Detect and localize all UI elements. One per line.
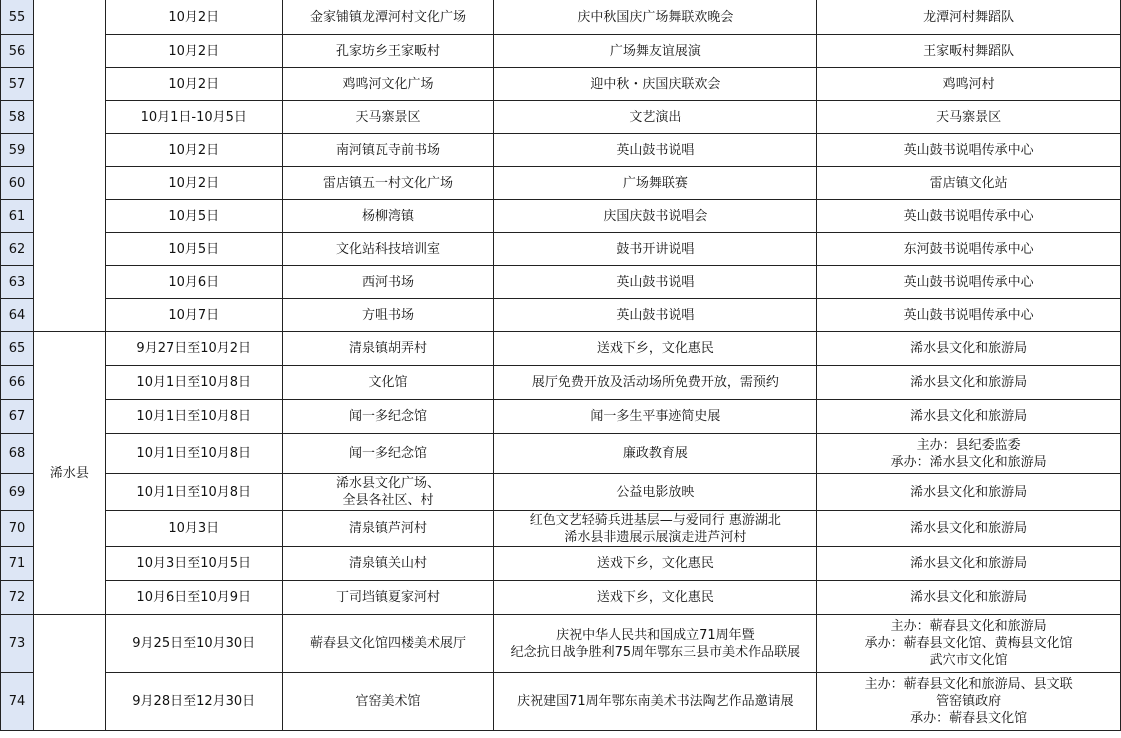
event-cell-line: 英山鼓书说唱 — [616, 142, 695, 158]
organizer-cell-line: 浠水县文化和旅游局 — [910, 375, 1028, 390]
organizer-cell-line: 浠水县文化和旅游局 — [910, 590, 1028, 605]
venue-cell[interactable] — [282, 0, 494, 35]
organizer-cell[interactable] — [817, 434, 1121, 474]
organizer-cell[interactable] — [817, 134, 1121, 167]
event-cell[interactable] — [494, 474, 817, 511]
venue-cell-line: 全县各社区、村 — [342, 493, 434, 508]
event-cell-line: 文艺演出 — [629, 109, 682, 125]
venue-cell-line: 文化馆 — [368, 375, 408, 390]
venue-cell[interactable] — [282, 299, 494, 332]
organizer-cell-line: 承办：蕲春县文化馆、黄梅县文化馆 — [864, 636, 1073, 651]
event-cell-line: 广场舞友谊展演 — [609, 43, 701, 59]
table-row — [1, 332, 1121, 366]
organizer-cell[interactable] — [817, 474, 1121, 511]
venue-cell[interactable] — [282, 167, 494, 200]
table-row — [1, 0, 1121, 35]
venue-cell[interactable] — [282, 101, 494, 134]
organizer-cell[interactable] — [817, 167, 1121, 200]
date-cell[interactable]: 10月3日至10月5日 — [105, 547, 282, 581]
organizer-cell-line: 承办：蕲春县文化馆 — [910, 711, 1028, 726]
organizer-cell-line: 雷店镇文化站 — [929, 175, 1008, 191]
venue-cell-line: 清泉镇胡弄村 — [349, 341, 428, 356]
organizer-cell[interactable] — [817, 200, 1121, 233]
organizer-cell-line: 龙潭河村舞蹈队 — [923, 9, 1015, 25]
venue-cell[interactable] — [282, 615, 494, 673]
date-cell[interactable]: 10月3日 — [105, 511, 282, 547]
table-row — [1, 673, 1121, 731]
table-row — [1, 233, 1121, 266]
event-cell[interactable] — [494, 366, 817, 400]
row-number-cell[interactable]: 57 — [1, 68, 34, 101]
organizer-cell[interactable] — [817, 400, 1121, 434]
row-number-cell[interactable]: 67 — [1, 400, 34, 434]
table-row — [1, 299, 1121, 332]
row-number-cell[interactable]: 72 — [1, 581, 34, 615]
venue-cell-line: 闻一多纪念馆 — [349, 446, 428, 461]
venue-cell-line: 孔家坊乡王家畈村 — [336, 43, 441, 59]
organizer-cell-line: 主办：蕲春县文化和旅游局、县文联 — [864, 677, 1073, 692]
county-cell-qichun[interactable] — [33, 615, 105, 731]
organizer-cell-line: 管窑镇政府 — [936, 694, 1002, 709]
organizer-cell[interactable] — [817, 233, 1121, 266]
table-row — [1, 434, 1121, 474]
venue-cell[interactable] — [282, 547, 494, 581]
event-cell[interactable] — [494, 581, 817, 615]
organizer-cell-line: 东河鼓书说唱传承中心 — [903, 241, 1034, 257]
event-cell[interactable] — [494, 167, 817, 200]
row-number-cell[interactable]: 66 — [1, 366, 34, 400]
county-cell-xishui[interactable]: 浠水县 — [33, 332, 105, 615]
event-cell-line: 纪念抗日战争胜利75周年鄂东三县市美术作品联展 — [510, 644, 801, 660]
venue-cell-line: 浠水县文化广场、 — [336, 476, 441, 491]
event-cell-line: 庆祝中华人民共和国成立71周年暨 — [556, 627, 755, 643]
venue-cell[interactable] — [282, 366, 494, 400]
event-cell[interactable] — [494, 200, 817, 233]
venue-cell-line: 文化站科技培训室 — [336, 241, 441, 257]
row-number-cell[interactable]: 64 — [1, 299, 34, 332]
event-cell-line: 闻一多生平事迹简史展 — [590, 409, 721, 424]
event-cell-line: 迎中秋・庆国庆联欢会 — [590, 76, 721, 92]
date-cell[interactable]: 10月5日 — [105, 233, 282, 266]
event-cell[interactable] — [494, 233, 817, 266]
venue-cell-line: 杨柳湾镇 — [362, 208, 415, 224]
venue-cell[interactable] — [282, 332, 494, 366]
organizer-cell[interactable] — [817, 581, 1121, 615]
venue-cell[interactable] — [282, 134, 494, 167]
date-cell[interactable]: 10月1日至10月8日 — [105, 366, 282, 400]
date-cell[interactable]: 10月1日-10月5日 — [105, 101, 282, 134]
table-row — [1, 400, 1121, 434]
event-cell[interactable] — [494, 332, 817, 366]
event-cell[interactable] — [494, 511, 817, 547]
row-number-cell[interactable]: 59 — [1, 134, 34, 167]
venue-cell[interactable] — [282, 474, 494, 511]
organizer-cell-line: 英山鼓书说唱传承中心 — [903, 208, 1034, 224]
table-row — [1, 511, 1121, 547]
organizer-cell-line: 天马寨景区 — [936, 109, 1002, 125]
event-cell[interactable] — [494, 547, 817, 581]
venue-cell[interactable] — [282, 200, 494, 233]
table-row — [1, 474, 1121, 511]
event-cell-line: 廉政教育展 — [622, 446, 688, 461]
date-cell[interactable]: 10月5日 — [105, 200, 282, 233]
organizer-cell-line: 浠水县文化和旅游局 — [910, 409, 1028, 424]
organizer-cell[interactable] — [817, 299, 1121, 332]
venue-cell[interactable] — [282, 400, 494, 434]
table-row — [1, 68, 1121, 101]
organizer-cell-line: 浠水县文化和旅游局 — [910, 341, 1028, 356]
date-cell[interactable]: 10月2日 — [105, 134, 282, 167]
row-number-cell[interactable]: 55 — [1, 0, 34, 35]
organizer-cell-line: 英山鼓书说唱传承中心 — [903, 142, 1034, 158]
date-cell[interactable]: 10月6日 — [105, 266, 282, 299]
venue-cell[interactable] — [282, 68, 494, 101]
organizer-cell[interactable] — [817, 511, 1121, 547]
organizer-cell-line: 主办：蕲春县文化和旅游局 — [890, 619, 1047, 634]
row-number-cell[interactable]: 60 — [1, 167, 34, 200]
venue-cell-line: 雷店镇五一村文化广场 — [323, 175, 454, 191]
organizer-cell[interactable] — [817, 366, 1121, 400]
date-cell[interactable]: 10月6日至10月9日 — [105, 581, 282, 615]
event-cell-line: 鼓书开讲说唱 — [616, 241, 695, 257]
organizer-cell-line: 承办：浠水县文化和旅游局 — [890, 454, 1047, 470]
event-cell[interactable] — [494, 400, 817, 434]
date-cell[interactable]: 10月7日 — [105, 299, 282, 332]
organizer-cell[interactable] — [817, 68, 1121, 101]
date-cell[interactable]: 10月2日 — [105, 0, 282, 35]
venue-cell[interactable] — [282, 434, 494, 474]
organizer-cell-line: 武穴市文化馆 — [929, 653, 1008, 668]
table-row — [1, 266, 1121, 299]
table-row — [1, 167, 1121, 200]
event-cell-line: 庆祝建国71周年鄂东南美术书法陶艺作品邀请展 — [517, 694, 794, 709]
row-number-cell[interactable]: 71 — [1, 547, 34, 581]
table-row — [1, 547, 1121, 581]
event-cell-line: 红色文艺轻骑兵进基层—与爱同行 惠游湖北 — [529, 512, 781, 528]
organizer-cell-line: 浠水县文化和旅游局 — [910, 521, 1028, 536]
row-number-cell[interactable]: 61 — [1, 200, 34, 233]
organizer-cell-line: 浠水县文化和旅游局 — [910, 556, 1028, 571]
event-cell-line: 送戏下乡，文化惠民 — [596, 556, 714, 571]
date-cell[interactable]: 10月2日 — [105, 68, 282, 101]
table-row — [1, 581, 1121, 615]
county-cell-yingshan[interactable] — [33, 0, 105, 332]
organizer-cell-line: 王家畈村舞蹈队 — [923, 43, 1015, 59]
row-number-cell[interactable]: 62 — [1, 233, 34, 266]
organizer-cell-line: 英山鼓书说唱传承中心 — [903, 307, 1034, 323]
event-cell[interactable] — [494, 0, 817, 35]
venue-cell-line: 金家铺镇龙潭河村文化广场 — [310, 9, 467, 25]
organizer-cell[interactable] — [817, 673, 1121, 731]
row-number-cell[interactable]: 74 — [1, 673, 34, 731]
venue-cell-line: 官窑美术馆 — [355, 694, 421, 709]
date-cell[interactable]: 10月1日至10月8日 — [105, 474, 282, 511]
table-row — [1, 615, 1121, 673]
event-cell[interactable] — [494, 299, 817, 332]
event-cell[interactable] — [494, 673, 817, 731]
event-cell[interactable] — [494, 35, 817, 68]
venue-cell-line: 方咀书场 — [362, 307, 415, 323]
organizer-cell[interactable] — [817, 615, 1121, 673]
organizer-cell[interactable] — [817, 35, 1121, 68]
venue-cell[interactable] — [282, 581, 494, 615]
event-cell[interactable] — [494, 615, 817, 673]
organizer-cell-line: 浠水县文化和旅游局 — [910, 484, 1028, 500]
event-cell-line: 浠水县非遗展示展演走进芦河村 — [564, 529, 747, 545]
event-cell-line: 送戏下乡，文化惠民 — [596, 590, 714, 605]
venue-cell-line: 天马寨景区 — [355, 109, 421, 125]
venue-cell-line: 南河镇瓦寺前书场 — [336, 142, 441, 158]
event-cell-line: 广场舞联赛 — [622, 175, 688, 191]
event-cell[interactable] — [494, 68, 817, 101]
organizer-cell[interactable] — [817, 101, 1121, 134]
date-cell[interactable]: 9月25日至10月30日 — [105, 615, 282, 673]
event-cell-line: 展厅免费开放及活动场所免费开放，需预约 — [531, 375, 779, 390]
row-number-cell[interactable]: 63 — [1, 266, 34, 299]
organizer-cell[interactable] — [817, 547, 1121, 581]
row-number-cell[interactable]: 58 — [1, 101, 34, 134]
row-number-cell[interactable]: 70 — [1, 511, 34, 547]
date-cell[interactable]: 10月1日至10月8日 — [105, 400, 282, 434]
venue-cell-line: 丁司垱镇夏家河村 — [336, 590, 441, 605]
venue-cell-line: 蕲春县文化馆四楼美术展厅 — [310, 636, 467, 651]
venue-cell-line: 清泉镇芦河村 — [349, 521, 428, 536]
organizer-cell-line: 鸡鸣河村 — [942, 76, 995, 92]
venue-cell[interactable] — [282, 233, 494, 266]
table-row — [1, 35, 1121, 68]
table-body — [1, 0, 1121, 731]
row-number-cell[interactable]: 65 — [1, 332, 34, 366]
organizer-cell-line: 英山鼓书说唱传承中心 — [903, 274, 1034, 290]
date-cell[interactable]: 10月2日 — [105, 167, 282, 200]
venue-cell[interactable] — [282, 511, 494, 547]
row-number-cell[interactable]: 73 — [1, 615, 34, 673]
organizer-cell-line: 主办：县纪委监委 — [916, 437, 1021, 453]
event-cell[interactable] — [494, 134, 817, 167]
organizer-cell[interactable] — [817, 0, 1121, 35]
table-row — [1, 101, 1121, 134]
date-cell[interactable]: 10月2日 — [105, 35, 282, 68]
table-row — [1, 200, 1121, 233]
venue-cell-line: 闻一多纪念馆 — [349, 409, 428, 424]
venue-cell-line: 鸡鸣河文化广场 — [342, 76, 434, 92]
venue-cell-line: 西河书场 — [362, 274, 415, 290]
event-cell-line: 公益电影放映 — [616, 484, 695, 500]
date-cell[interactable]: 10月1日至10月8日 — [105, 434, 282, 474]
event-cell-line: 庆国庆鼓书说唱会 — [603, 208, 708, 224]
venue-cell[interactable] — [282, 35, 494, 68]
table-row — [1, 366, 1121, 400]
venue-cell[interactable] — [282, 266, 494, 299]
row-number-cell[interactable]: 69 — [1, 474, 34, 511]
venue-cell[interactable] — [282, 673, 494, 731]
organizer-cell[interactable] — [817, 266, 1121, 299]
event-cell[interactable] — [494, 266, 817, 299]
row-number-cell[interactable]: 68 — [1, 434, 34, 474]
organizer-cell[interactable] — [817, 332, 1121, 366]
row-number-cell[interactable]: 56 — [1, 35, 34, 68]
date-cell[interactable]: 9月27日至10月2日 — [105, 332, 282, 366]
event-cell-line: 庆中秋国庆广场舞联欢晚会 — [577, 9, 734, 25]
date-cell[interactable]: 9月28日至12月30日 — [105, 673, 282, 731]
event-cell-line: 英山鼓书说唱 — [616, 274, 695, 290]
event-cell[interactable] — [494, 434, 817, 474]
event-cell[interactable] — [494, 101, 817, 134]
venue-cell-line: 清泉镇关山村 — [349, 556, 428, 571]
table-row — [1, 134, 1121, 167]
event-cell-line: 英山鼓书说唱 — [616, 307, 695, 323]
event-cell-line: 送戏下乡，文化惠民 — [596, 341, 714, 356]
